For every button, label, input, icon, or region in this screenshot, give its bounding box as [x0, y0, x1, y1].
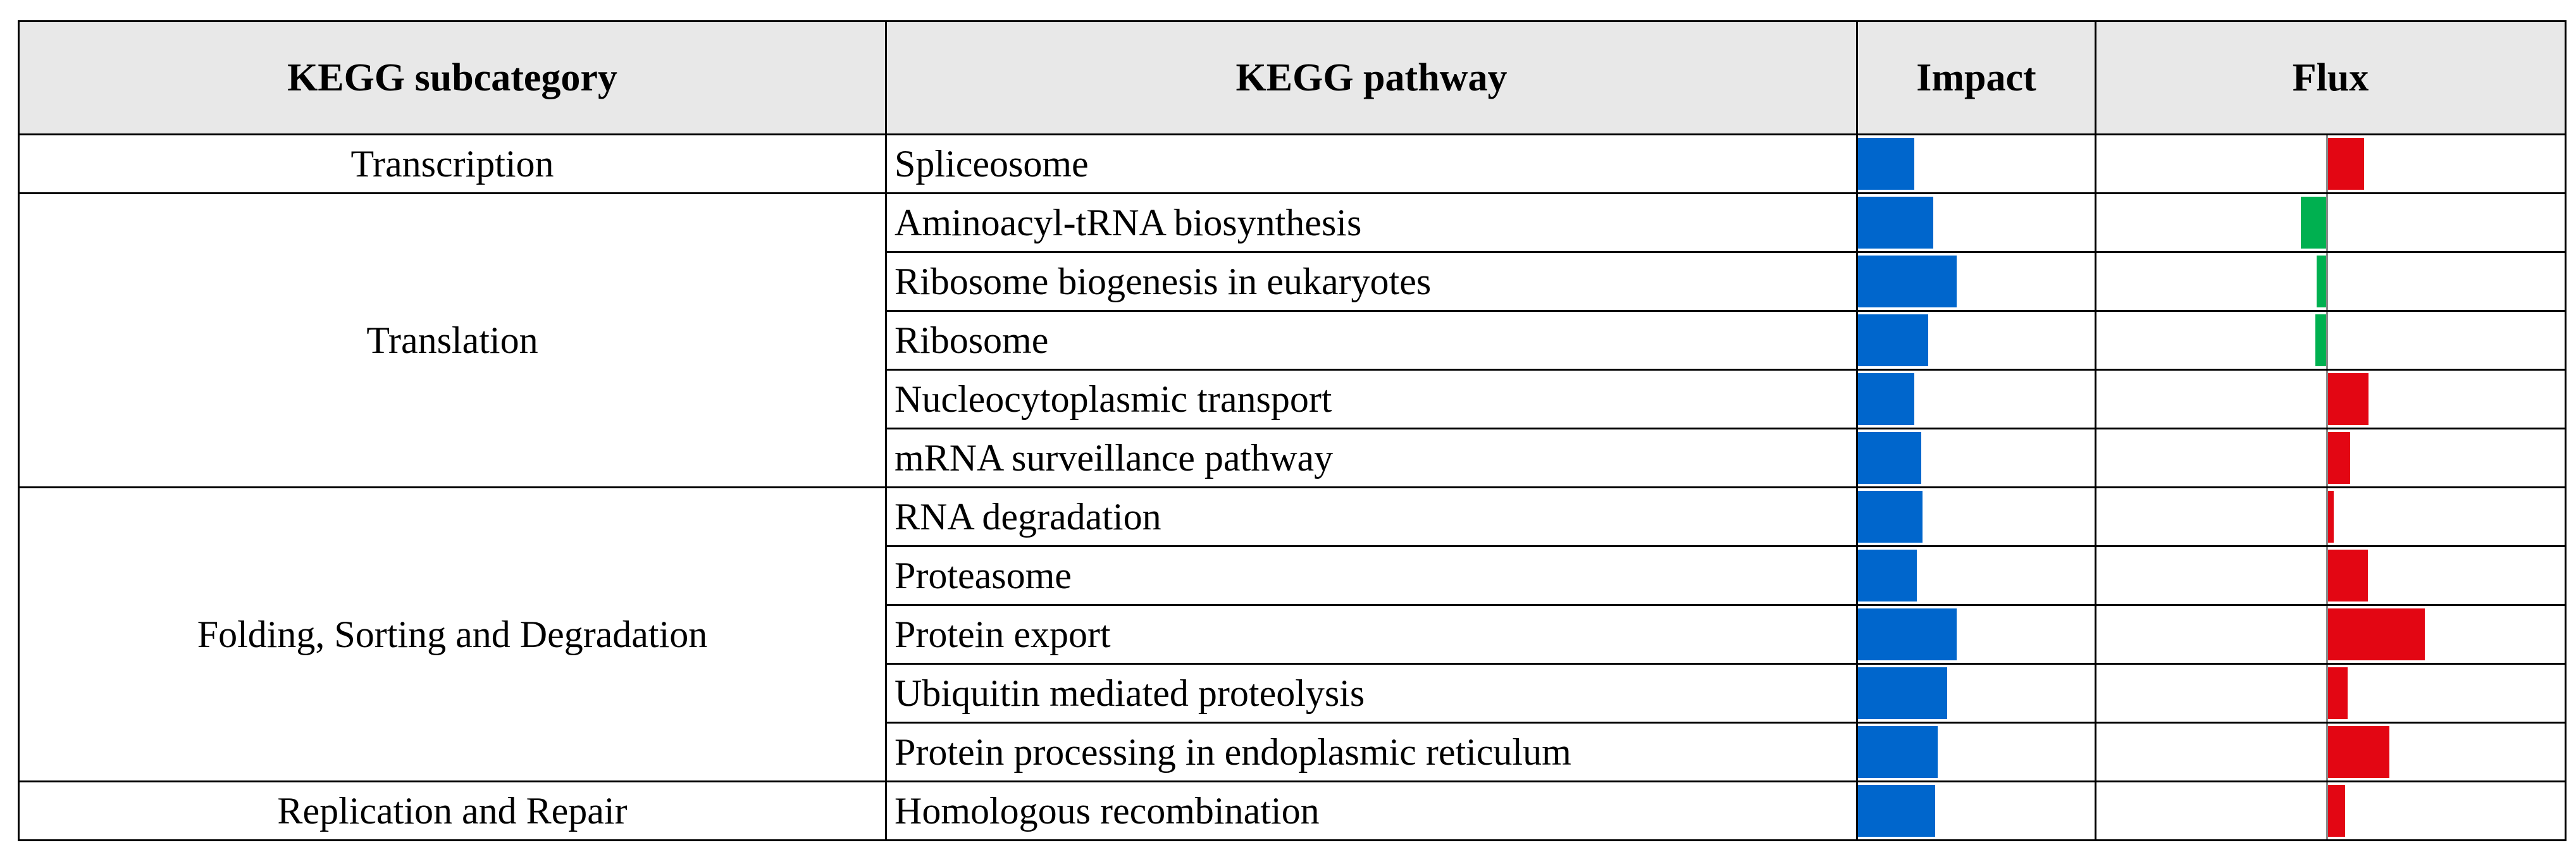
flux-cell — [2096, 546, 2566, 605]
impact-cell — [1857, 252, 2096, 311]
impact-bar — [1858, 667, 1947, 719]
pathway-cell: Homologous recombination — [886, 782, 1857, 841]
flux-cell — [2096, 194, 2566, 252]
flux-zero-axis — [2326, 547, 2328, 604]
subcategory-cell: Transcription — [19, 135, 886, 194]
impact-bar — [1858, 256, 1957, 307]
flux-cell — [2096, 723, 2566, 782]
flux-bar — [2327, 785, 2345, 837]
flux-cell — [2096, 370, 2566, 429]
table-row — [19, 782, 2566, 841]
flux-bar — [2327, 608, 2425, 660]
impact-bar — [1858, 314, 1928, 366]
impact-bar — [1858, 432, 1921, 484]
flux-bar — [2315, 314, 2327, 366]
flux-bar — [2327, 373, 2369, 425]
flux-bar — [2327, 667, 2348, 719]
impact-bar — [1858, 726, 1938, 778]
flux-zero-axis — [2326, 429, 2328, 486]
header-impact: Impact — [1857, 22, 2096, 135]
flux-cell — [2096, 664, 2566, 723]
flux-cell — [2096, 311, 2566, 370]
pathway-cell: Aminoacyl-tRNA biosynthesis — [886, 194, 1857, 252]
flux-cell — [2096, 782, 2566, 841]
pathway-cell: Proteasome — [886, 546, 1857, 605]
pathway-cell: RNA degradation — [886, 488, 1857, 546]
table-row — [19, 194, 2566, 252]
impact-cell — [1857, 311, 2096, 370]
header-subcategory: KEGG subcategory — [19, 22, 886, 135]
impact-cell — [1857, 370, 2096, 429]
pathway-cell: Nucleocytoplasmic transport — [886, 370, 1857, 429]
impact-bar — [1858, 785, 1935, 837]
table-row — [19, 135, 2566, 194]
flux-cell — [2096, 135, 2566, 194]
subcategory-cell: Replication and Repair — [19, 782, 886, 841]
impact-cell — [1857, 135, 2096, 194]
impact-cell — [1857, 605, 2096, 664]
flux-cell — [2096, 488, 2566, 546]
header-row — [19, 22, 2566, 135]
pathway-cell: Ribosome biogenesis in eukaryotes — [886, 252, 1857, 311]
impact-bar — [1858, 138, 1914, 190]
flux-cell — [2096, 252, 2566, 311]
flux-zero-axis — [2326, 253, 2328, 310]
flux-bar — [2327, 138, 2364, 190]
header-flux: Flux — [2096, 22, 2566, 135]
pathway-cell: Spliceosome — [886, 135, 1857, 194]
pathway-cell: mRNA surveillance pathway — [886, 429, 1857, 488]
impact-cell — [1857, 723, 2096, 782]
flux-bar — [2317, 256, 2327, 307]
pathway-cell: Protein export — [886, 605, 1857, 664]
flux-zero-axis — [2326, 724, 2328, 780]
flux-bar — [2327, 550, 2368, 601]
flux-zero-axis — [2326, 371, 2328, 428]
table-row — [19, 488, 2566, 546]
impact-cell — [1857, 782, 2096, 841]
flux-cell — [2096, 605, 2566, 664]
flux-zero-axis — [2326, 782, 2328, 839]
impact-bar — [1858, 608, 1957, 660]
flux-zero-axis — [2326, 606, 2328, 663]
flux-zero-axis — [2326, 665, 2328, 722]
flux-bar — [2327, 432, 2350, 484]
pathway-cell: Ubiquitin mediated proteolysis — [886, 664, 1857, 723]
impact-cell — [1857, 194, 2096, 252]
impact-bar — [1858, 197, 1933, 249]
flux-cell — [2096, 429, 2566, 488]
subcategory-cell: Translation — [19, 194, 886, 488]
flux-zero-axis — [2326, 135, 2328, 192]
impact-cell — [1857, 546, 2096, 605]
impact-bar — [1858, 491, 1923, 543]
pathway-cell: Ribosome — [886, 311, 1857, 370]
kegg-pathway-table — [18, 20, 2567, 841]
header-pathway: KEGG pathway — [886, 22, 1857, 135]
impact-bar — [1858, 550, 1917, 601]
impact-cell — [1857, 664, 2096, 723]
flux-bar — [2327, 726, 2389, 778]
impact-cell — [1857, 488, 2096, 546]
flux-zero-axis — [2326, 194, 2328, 251]
flux-zero-axis — [2326, 312, 2328, 369]
table-body — [19, 135, 2566, 841]
pathway-cell: Protein processing in endoplasmic reticulum — [886, 723, 1857, 782]
flux-zero-axis — [2326, 488, 2328, 545]
impact-bar — [1858, 373, 1914, 425]
subcategory-cell: Folding, Sorting and Degradation — [19, 488, 886, 782]
impact-cell — [1857, 429, 2096, 488]
flux-bar — [2301, 197, 2327, 249]
